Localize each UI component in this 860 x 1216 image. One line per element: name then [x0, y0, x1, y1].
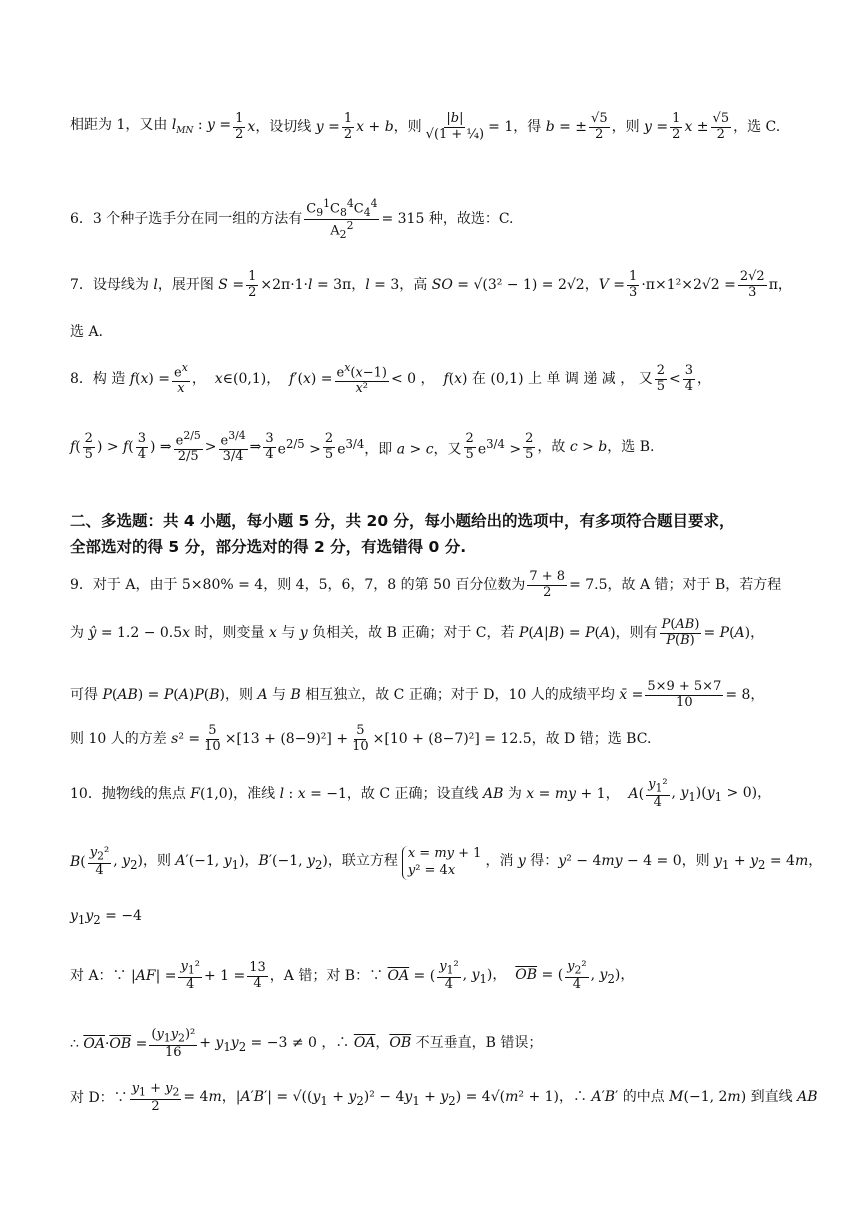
section-heading: 全部选对的得 5 分，部分选对的得 2 分，有选错得 0 分. [70, 538, 467, 556]
text-line: 对 A：∵ |AF| = $\frac{y_1^2}{4}$ + 1 = $\frac{13}{4}$ ，A 错；对 B：∵ $\overline{OA}$ = ( $\frac{y_1^2}{4}$ , $y_1$)， $\overline{OB}$ = ( $\frac{y_2^2}{4}$ , $y_2$)， [70, 959, 635, 993]
text-line: 7．设母线为 l，展开图 S = $\frac{1}{2}$ ×2π·1·l = 3π，l = 3，高 SO = √(3² − 1) = 2√2，V = $\frac{1}{3}$ ·π×1²×2√2 = $\frac{2√2}{3}$ π， [70, 269, 792, 300]
text-line: 9．对于 A，由于 5×80% = 4，则 4，5，6，7，8 的第 50 百分位数为 $\frac{7 + 8}{2}$ = 7.5，故 A 错；对于 B，若方程 [70, 569, 782, 600]
text-line: 可得 P(AB) = P(A)P(B)，则 A 与 B 相互独立，故 C 正确；对于 D，10 人的成绩平均 x̄ = $\frac{5\times 9 + 5\times 7}{10}$ = 8， [70, 679, 765, 710]
text-line: 8．构 造 f(x) = $\frac{e^x}{x}$ ， x∈(0,1)， f′(x) = $\frac{e^x(x-1)}{\text{x²}}$ < 0 ， f(x) 在 (0,1) 上 单 调 递 减 ， 又 $\frac{2}{5}$ < $\frac{3}{4}$ ， [70, 361, 711, 397]
text-line: B( $\frac{y_2^2}{4}$ , $y_2$)，则 A′(−1, $y_1$)，B′(−1, $y_2$)，联立方程 x = my + 1 y² = 4x ，消 y 得：y² − 4my − 4 = 0，则 $y_1 + y_2 = 4m$， [70, 845, 823, 879]
text-line: $y_1y_2 = -4$ [70, 908, 142, 927]
text-line: f( $\frac{2}{5}$ ) > f( $\frac{3}{4}$ ) ⇒ $\frac{e^{2/5}}{2/5}$ > $\frac{e^{3/4}}{3/4}$ ⇒ $\frac{3}{4}$ $e^{2/5}$ > $\frac{2}{5}$ $e^{3/4}$，即 a > c，又 $\frac{2}{5}$ $e^{3/4}$ > $\frac{2}{5}$ ，故 c > b，选 B. [70, 429, 655, 465]
text-line: 则 10 人的方差 s² = $\frac{5}{10}$ ×[13 + (8−9)²] + $\frac{5}{10}$ ×[10 + (8−7)²] = 12.5，故 D 错；选 BC. [70, 723, 652, 754]
text-line: ∴ $\overline{OA}\cdot\overline{OB}$ = $\frac{(y_1y_2)^2}{16}$ + $y_1y_2 = -3 \ne 0$ ，∴ $\overline{OA}$，$\overline{OB}$ 不互垂直，B 错误； [70, 1027, 543, 1061]
text-line: 对 D：∵ $\frac{y_1 + y_2}{2}$ = 4m，$|A'B'| = √((y_1 + y_2)^2 - 4y_1 + y_2) = 4√(m^2 + 1)$，∴ A′B′ 的中点 M(−1, 2m) 到直线 AB [70, 1081, 818, 1115]
section-heading: 二、多选题：共 4 小题，每小题 5 分，共 20 分，每小题给出的选项中，有多项符合题目要求， [70, 512, 735, 530]
text-line: 10．抛物线的焦点 F(1,0)，准线 l : x = −1，故 C 正确；设直线 AB 为 x = my + 1， A( $\frac{y_1^2}{4}$ , $y_1)(y_1 > 0)$， [70, 777, 772, 811]
text-line: 选 A. [70, 324, 104, 340]
text-line: 6．3 个种子选手分在同一组的方法有 $\frac{C_9^1C_8^4C_4^4}{A_2^2}$ = 315 种，故选：C. [70, 197, 514, 242]
text-line: 相距为 1，又由 $l_{MN}$ : y = $\frac{1}{2}$ x，设切线 y = $\frac{1}{2}$ x + b，则 $\frac{|b|}{\text{√(1 + ¼)}}$ = 1，得 b = ± $\frac{√5}{2}$ ，则 y = $\frac{1}{2}$ x ± $\frac{√5}{2}$ ，选 C. [70, 111, 781, 142]
text-line: 为 ŷ = 1.2 − 0.5x 时，则变量 x 与 y 负相关，故 B 正确；对于 C，若 P(A|B) = P(A)，则有 $\frac{P(AB)}{P(B)}$ = P(A)， [70, 617, 765, 648]
